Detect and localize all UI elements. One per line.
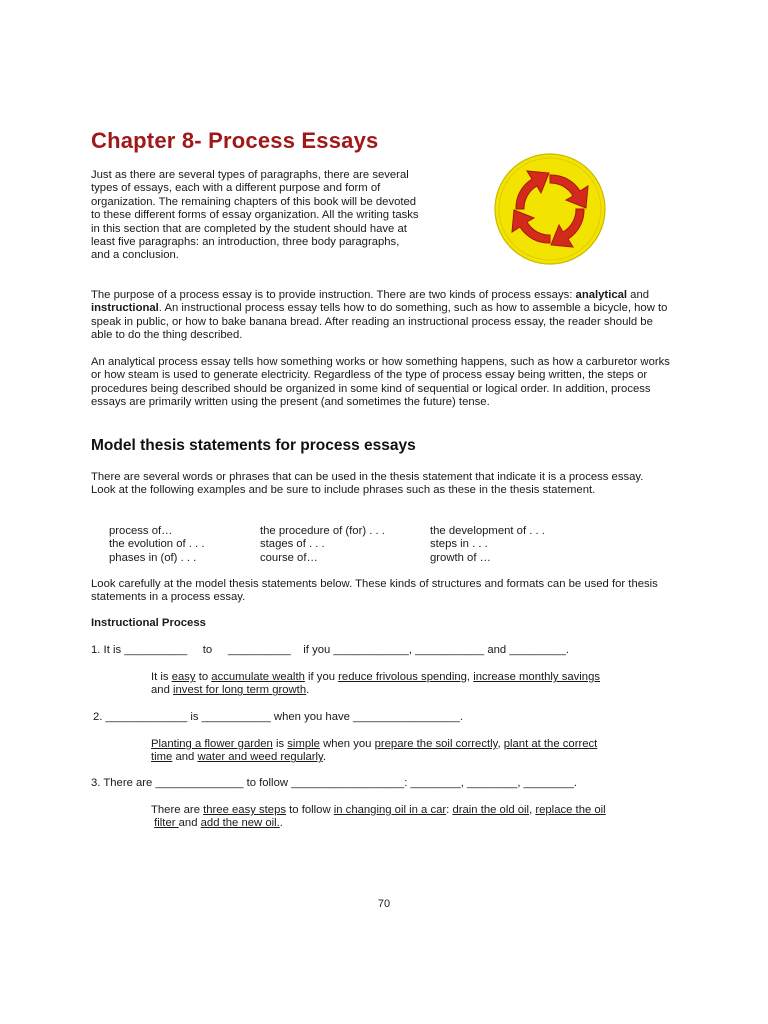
template-line-2: 2. _____________ is ___________ when you have _________________. [93,711,464,723]
text-run: and [178,817,201,830]
underlined-text: invest for long term growth [173,684,307,697]
underlined-text: reduce frivolous spending [338,671,467,683]
text-run: . [306,684,310,697]
example-1 [151,671,600,698]
underlined-text: replace the oil [535,804,606,816]
template-line-3: 3. There are ______________ to follow __________________: ________, ________, ________. [91,777,577,789]
template-line-1: 1. It is __________ to __________ if you ____________, ___________ and _________. [91,644,570,656]
model-thesis-paragraph: Look carefully at the model thesis statements below. These kinds of structures and formats can be used for thesis statements in a process essay. [91,578,658,604]
subheading: Instructional Process [91,617,206,629]
underlined-text: increase monthly savings [473,671,601,683]
phrase: the procedure of (for) . . . [260,525,385,537]
underlined-text: drain the old oil [452,804,530,816]
underlined-text: Planting a flower garden [151,738,273,750]
underlined-text: filter [154,817,179,830]
underlined-text: in changing oil in a car [333,804,447,816]
underlined-text: three easy steps [203,804,287,816]
text-run: and [151,684,173,697]
underlined-text: prepare the soil correctly [374,738,498,750]
example-2 [151,738,597,765]
underlined-text: plant at the correct [503,738,598,750]
phrase: growth of … [430,551,491,564]
cycle-arrows-icon [494,153,606,265]
underlined-text: time [151,751,173,764]
text-run: The purpose of a process essay is to provide instruction. There are two kinds of process essays: [91,289,576,301]
text-run: There are [151,804,204,816]
phrase: the development of . . . [430,525,545,537]
phrase: phases in (of) . . . [109,551,197,564]
phrase: stages of . . . [260,538,325,551]
phrase-row [109,538,545,551]
underlined-text: easy [171,671,196,683]
thesis-intro-paragraph: There are several words or phrases that can be used in the thesis statement that indicate it is a process essay. Look at the following examples and be sure to include phrases such as these in the thesis statement. [91,471,644,497]
text-run: : [446,804,453,816]
phrase: course of… [260,551,318,564]
text-run: to [195,671,212,683]
text-run: , [529,804,536,816]
intro-paragraph: Just as there are several types of paragraphs, there are several types of essays, each with a different purpose and form of organization. The remaining chapters of this book will be devoted to these different forms of essay organization. All the writing tasks in this section that are completed by the student should have at least five paragraphs: an introduction, three body paragraphs, and a conclusion. [91,169,419,262]
chapter-title: Chapter 8- Process Essays [91,128,379,153]
underlined-text: simple [287,738,320,750]
phrase-examples [109,525,545,565]
text-run: and [627,289,650,301]
text-run: and [172,751,198,764]
text-run: . [322,751,327,764]
underlined-text: add the new oil. [200,817,280,830]
text-run: if you [304,671,339,683]
text-run: . An instructional process essay tells how to do something, such as how to assemble a bicycle, how to speak in public, or how to bake banana bread. After reading an instructional process essay, the reader should be able to do the thing described. [91,302,668,342]
analytical-paragraph: An analytical process essay tells how something works or how something happens, such as how a carburetor works or how steam is used to generate electricity. Regardless of the type of process essay being written, the steps or procedures being described should be organized in some kind of sequential or logical order. In addition, process essays are primarily written using the present (and sometimes the future) tense. [91,356,670,409]
bold-term-analytical: analytical [575,289,628,301]
text-run: . [279,817,283,830]
text-run: , [497,738,504,750]
bold-term-instructional: instructional [91,302,159,315]
phrase: process of… [109,525,173,537]
section-heading: Model thesis statements for process essays [91,437,416,454]
text-run: to follow [286,804,334,816]
text-run: It is [151,671,172,683]
phrase: the evolution of . . . [109,538,205,551]
phrase: steps in . . . [430,538,488,551]
text-run: is [272,738,288,750]
underlined-text: accumulate wealth [211,671,305,683]
purpose-paragraph [91,289,671,343]
text-run: when you [319,738,375,750]
text-run: , [466,671,474,683]
phrase-row [109,525,545,538]
phrase-row [109,552,545,565]
page-number: 70 [377,898,391,910]
example-3 [151,804,606,831]
underlined-text: water and weed regularly [197,751,323,764]
